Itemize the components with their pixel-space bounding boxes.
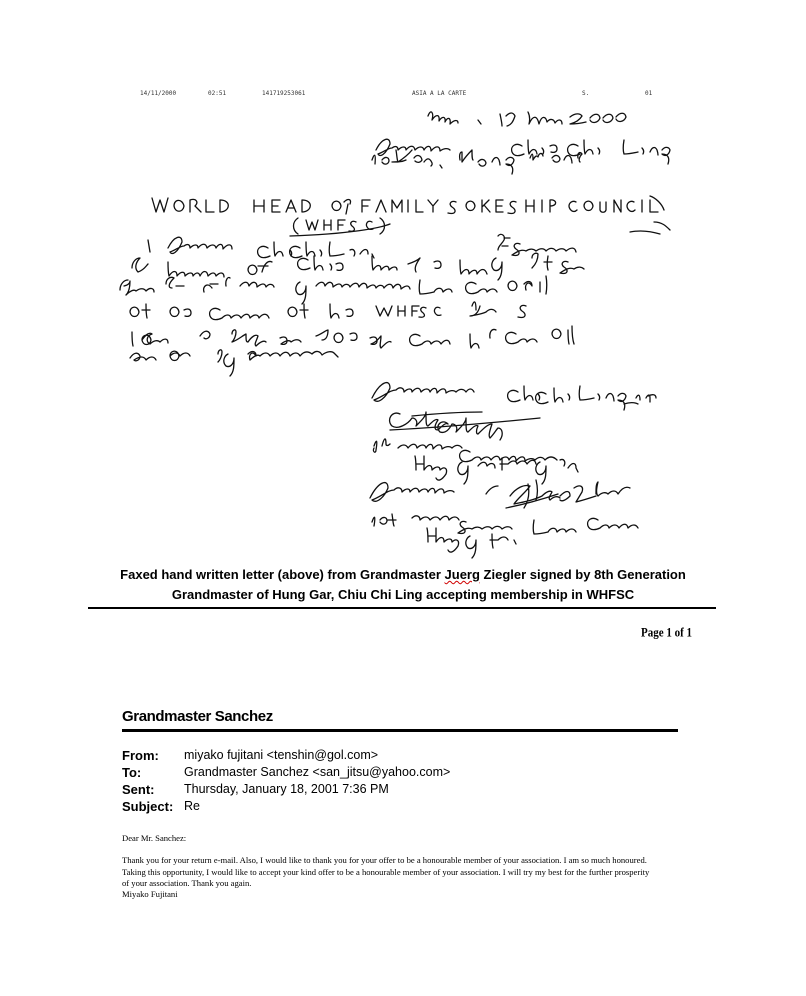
to-value: Grandmaster Sanchez <san_jitsu@yahoo.com> xyxy=(184,765,451,779)
signature-chiu-chi-ling-mark xyxy=(390,412,540,440)
email-body-line: of your association. Thank you again. xyxy=(122,877,252,888)
sent-label: Sent: xyxy=(122,782,155,797)
subject-value: Re xyxy=(184,799,200,813)
email-title-rule xyxy=(122,729,678,732)
handwriting-whfsc-line xyxy=(290,218,390,236)
email-body-line: Thank you for your return e-mail. Also, I would like to thank you for your offer to be a honourable member of your association. I am so much honoured. xyxy=(122,855,647,866)
letter-caption xyxy=(0,565,806,605)
email-greeting: Dear Mr. Sanchez: xyxy=(122,833,187,843)
email-title: Grandmaster Sanchez xyxy=(122,708,273,725)
subject-label: Subject: xyxy=(122,799,174,814)
handwriting-body-line-2 xyxy=(132,253,584,280)
caption-line-2: Grandmaster of Hung Gar, Chiu Chi Ling accepting membership in WHFSC xyxy=(171,587,635,602)
fax-time: 02:51 xyxy=(208,90,227,97)
to-label: To: xyxy=(122,765,142,780)
email-body-line: Taking this opportunity, I would like to accept your kind offer to be a honourable member of your association. I will try my best for the further prosperity xyxy=(122,866,650,877)
handwriting-council-line xyxy=(152,198,658,214)
signature-grandmaster-ziegler xyxy=(370,483,498,502)
email-body xyxy=(122,833,682,900)
caption-line-1-start: Faxed hand written letter (above) from Grandmaster xyxy=(120,567,445,582)
paragraph-gap xyxy=(122,844,682,855)
signature-ziegler-mark xyxy=(506,480,630,508)
from-label: From: xyxy=(122,748,159,763)
signature-swiss-line xyxy=(372,514,638,534)
handwriting-body-line-4 xyxy=(130,302,526,320)
handwriting-recipient-line xyxy=(376,139,670,164)
fax-page-number: 01 xyxy=(645,90,653,97)
section-divider xyxy=(88,607,716,609)
fax-number: 141719253061 xyxy=(262,90,306,97)
page-indicator: Page 1 of 1 xyxy=(641,626,693,640)
email-signoff: Miyako Fujitani xyxy=(122,889,178,900)
signature-grandmaster-chiu xyxy=(372,383,656,410)
handwriting-date-line xyxy=(428,112,626,126)
handwriting-body-line-3 xyxy=(120,276,547,304)
fax-page-label: S. xyxy=(582,90,590,97)
handwriting-body-line-6 xyxy=(130,350,338,376)
handwriting-dan-line xyxy=(372,150,582,174)
sent-value: Thursday, January 18, 2001 7:36 PM xyxy=(184,782,389,796)
fax-date: 14/11/2000 xyxy=(140,90,177,97)
handwriting-body-line-5 xyxy=(132,326,574,348)
caption-spellcheck-flagged-word: Juerg xyxy=(444,567,480,582)
caption-line-1-end: Ziegler signed by 8th Generation xyxy=(479,567,686,582)
from-value: miyako fujitani <tenshin@gol.com> xyxy=(184,748,379,762)
signature-generation-line xyxy=(373,439,557,462)
caption-line-1 xyxy=(0,565,806,585)
signature-hung-fu-line xyxy=(427,528,516,558)
fax-sender: ASIA A LA CARTE xyxy=(412,90,467,97)
handwriting-body-line-1 xyxy=(148,234,576,258)
signature-hung-gar-line xyxy=(415,456,578,484)
